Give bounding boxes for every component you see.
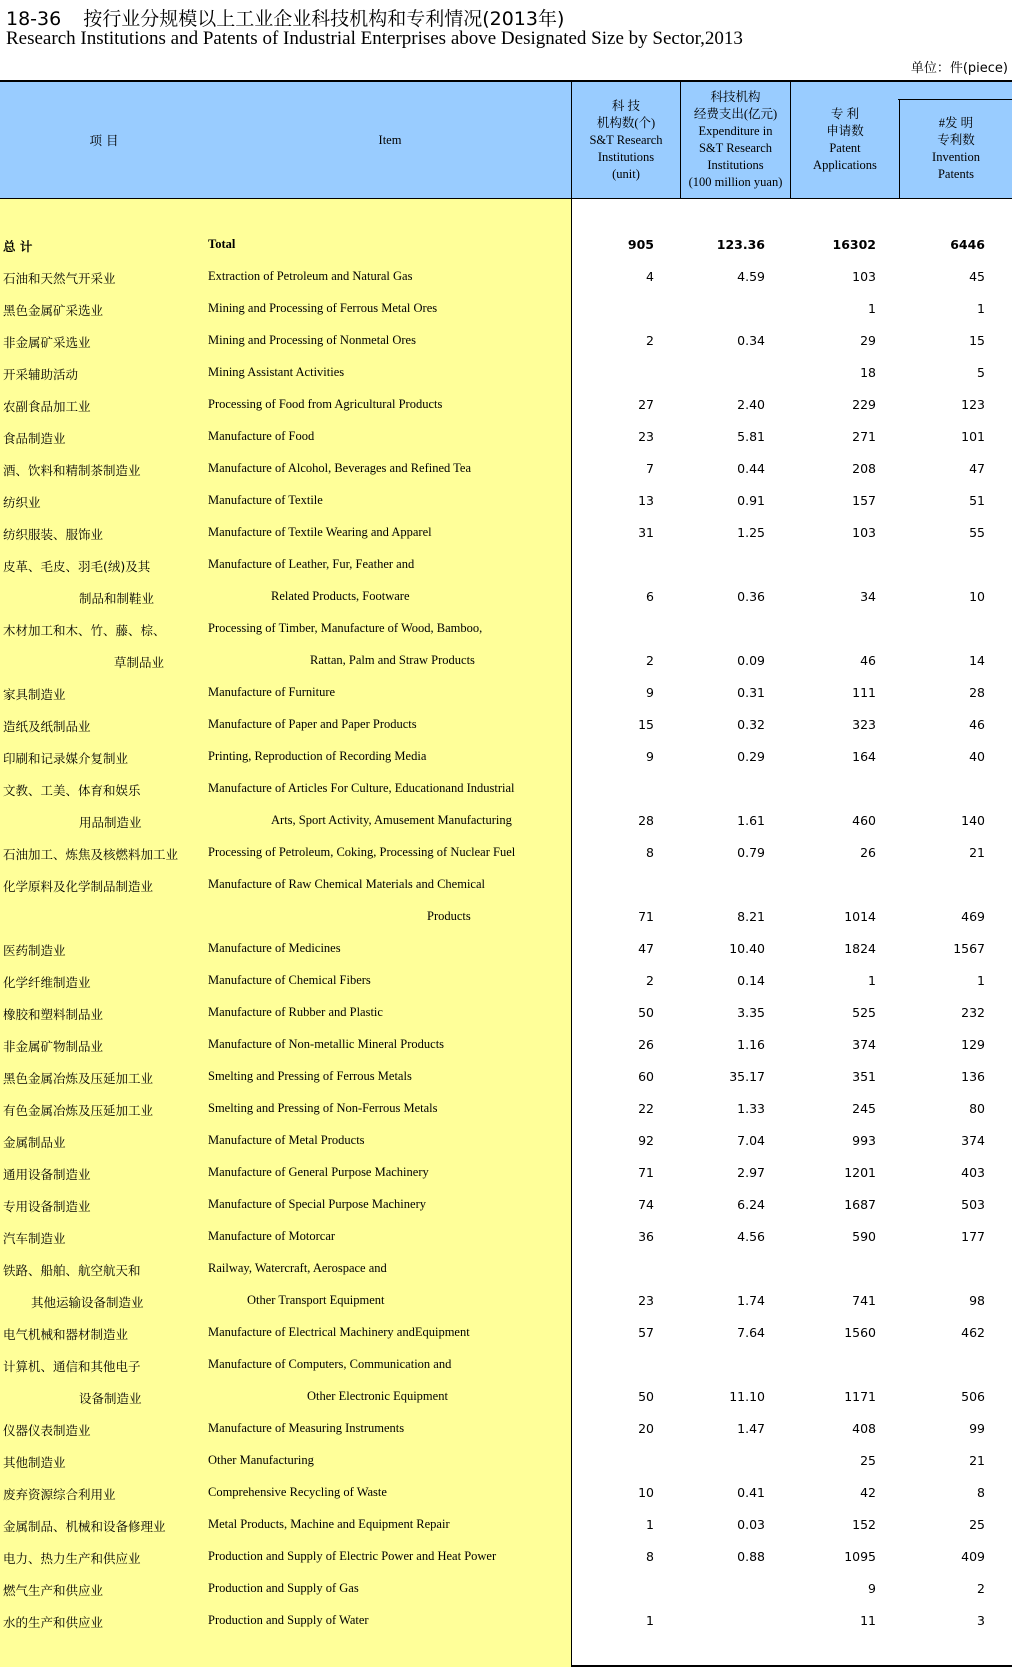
cell-expenditure: 3.35: [737, 1005, 765, 1020]
cell-institutions: 50: [638, 1389, 654, 1404]
row-name-cn: 通用设备制造业: [3, 1167, 91, 1182]
row-name-en: Manufacture of Food: [208, 429, 315, 443]
cell-institutions: 8: [646, 845, 654, 860]
row-name-cn: 废弃资源综合利用业: [3, 1487, 116, 1502]
table-row: [0, 260, 1012, 292]
cell-institutions: 1: [646, 1517, 654, 1532]
cell-expenditure: 0.79: [737, 845, 765, 860]
row-name-cn: 总 计: [3, 239, 33, 254]
row-name-cn: 铁路、船舶、航空航天和: [3, 1263, 141, 1278]
cell-invention-patents: 469: [961, 909, 985, 924]
row-name-cn: 皮革、毛皮、羽毛(绒)及其: [3, 559, 151, 574]
row-name-cn: 医药制造业: [3, 943, 66, 958]
table-row-total: [0, 228, 1012, 260]
cell-expenditure: 11.10: [729, 1389, 765, 1404]
table-row: [0, 868, 1012, 900]
cell-invention-patents: 1567: [953, 941, 985, 956]
cell-institutions: 1: [646, 1613, 654, 1628]
table-row: [0, 900, 1012, 932]
row-name-en: Related Products, Footware: [271, 589, 410, 603]
header-bottom-rule: [0, 198, 1012, 199]
cell-institutions: 71: [638, 909, 654, 924]
cell-expenditure: 0.32: [737, 717, 765, 732]
row-name-en: Manufacture of Alcohol, Beverages and Refined Tea: [208, 461, 472, 475]
row-name-cn: 其他运输设备制造业: [31, 1295, 144, 1310]
cell-patent-applications: 351: [852, 1069, 876, 1084]
row-name-en: Manufacture of General Purpose Machinery: [208, 1165, 429, 1179]
row-name-cn: 开采辅助活动: [3, 367, 79, 382]
table-row: [0, 1316, 1012, 1348]
cell-invention-patents: 374: [961, 1133, 985, 1148]
cell-invention-patents: 129: [961, 1037, 985, 1052]
row-name-en: Smelting and Pressing of Non-Ferrous Metals: [208, 1101, 438, 1115]
row-name-en: Other Electronic Equipment: [307, 1389, 448, 1403]
header-item-cn: 项 目: [89, 132, 119, 148]
row-name-cn: 酒、饮料和精制茶制造业: [3, 463, 141, 478]
cell-institutions: 23: [638, 1293, 654, 1308]
cell-institutions: 10: [638, 1485, 654, 1500]
cell-invention-patents: 3: [977, 1613, 985, 1628]
cell-patent-applications: 1014: [844, 909, 876, 924]
cell-institutions: 20: [638, 1421, 654, 1436]
cell-invention-patents: 506: [961, 1389, 985, 1404]
row-name-cn: 草制品业: [114, 655, 165, 670]
table-row: [0, 324, 1012, 356]
cell-invention-patents: 80: [969, 1101, 985, 1116]
row-name-en: Total: [208, 237, 236, 251]
cell-institutions: 92: [638, 1133, 654, 1148]
header-institutions: 科 技 机构数(个) S&T Research Institutions (unit): [589, 98, 663, 181]
row-name-en: Mining Assistant Activities: [208, 365, 345, 379]
row-name-cn: 石油和天然气开采业: [3, 271, 116, 286]
cell-institutions: 26: [638, 1037, 654, 1052]
cell-institutions: 27: [638, 397, 654, 412]
cell-expenditure: 0.44: [737, 461, 765, 476]
table-row: [0, 1092, 1012, 1124]
cell-institutions: 13: [638, 493, 654, 508]
table-row: [0, 1156, 1012, 1188]
cell-patent-applications: 1824: [844, 941, 876, 956]
table-row: [0, 1252, 1012, 1284]
row-name-cn: 其他制造业: [3, 1455, 66, 1470]
cell-expenditure: 1.25: [737, 525, 765, 540]
cell-patent-applications: 29: [860, 333, 876, 348]
row-name-cn: 燃气生产和供应业: [3, 1583, 104, 1598]
cell-institutions: 50: [638, 1005, 654, 1020]
cell-expenditure: 5.81: [737, 429, 765, 444]
cell-patent-applications: 590: [852, 1229, 876, 1244]
header-item-en: Item: [378, 132, 402, 147]
row-name-cn: 造纸及纸制品业: [3, 719, 91, 734]
header-patent-applications: 专 利 申请数 Patent Applications: [813, 107, 877, 172]
table-row: [0, 1444, 1012, 1476]
header-invention-patents: #发 明 专利数 Invention Patents: [932, 115, 980, 181]
cell-institutions: 9: [646, 685, 654, 700]
cell-institutions: 6: [646, 589, 654, 604]
cell-patent-applications: 103: [852, 525, 876, 540]
row-name-en: Manufacture of Textile: [208, 493, 323, 507]
row-name-en: Production and Supply of Electric Power and Heat Power: [208, 1549, 497, 1563]
row-name-cn: 木材加工和木、竹、藤、棕、: [3, 623, 166, 638]
table-row: [0, 1028, 1012, 1060]
table-row: [0, 484, 1012, 516]
cell-institutions: 8: [646, 1549, 654, 1564]
cell-patent-applications: 16302: [832, 237, 876, 252]
table-row: [0, 676, 1012, 708]
cell-patent-applications: 157: [852, 493, 876, 508]
cell-invention-patents: 99: [969, 1421, 985, 1436]
cell-patent-applications: 1: [868, 973, 876, 988]
row-name-en: Manufacture of Medicines: [208, 941, 341, 955]
table-row: [0, 1508, 1012, 1540]
cell-expenditure: 4.59: [737, 269, 765, 284]
cell-invention-patents: 6446: [950, 237, 985, 252]
row-name-en: Rattan, Palm and Straw Products: [310, 653, 475, 667]
cell-institutions: 2: [646, 653, 654, 668]
row-name-cn: 食品制造业: [3, 431, 66, 446]
row-name-cn: 纺织业: [3, 495, 41, 510]
table-row: [0, 1412, 1012, 1444]
cell-expenditure: 2.40: [737, 397, 765, 412]
cell-patent-applications: 1560: [844, 1325, 876, 1340]
cell-invention-patents: 28: [969, 685, 985, 700]
table-row: [0, 1188, 1012, 1220]
table-row: [0, 1572, 1012, 1604]
cell-patent-applications: 245: [852, 1101, 876, 1116]
cell-invention-patents: 45: [969, 269, 985, 284]
row-name-cn: 纺织服装、服饰业: [3, 527, 104, 542]
table-row: [0, 1284, 1012, 1316]
table-row: [0, 452, 1012, 484]
row-name-cn: 黑色金属冶炼及压延加工业: [3, 1071, 154, 1086]
cell-invention-patents: 5: [977, 365, 985, 380]
cell-patent-applications: 208: [852, 461, 876, 476]
cell-invention-patents: 25: [969, 1517, 985, 1532]
row-name-en: Manufacture of Non-metallic Mineral Products: [208, 1037, 445, 1051]
row-name-cn: 黑色金属矿采选业: [3, 303, 104, 318]
row-name-cn: 非金属矿采选业: [3, 335, 91, 350]
row-name-cn: 化学原料及化学制品制造业: [3, 879, 154, 894]
cell-expenditure: 0.09: [737, 653, 765, 668]
cell-expenditure: 8.21: [737, 909, 765, 924]
row-name-en: Products: [427, 909, 471, 923]
cell-patent-applications: 111: [852, 685, 876, 700]
cell-invention-patents: 14: [969, 653, 985, 668]
cell-invention-patents: 503: [961, 1197, 985, 1212]
row-name-cn: 水的生产和供应业: [3, 1615, 104, 1630]
cell-patent-applications: 271: [852, 429, 876, 444]
cell-invention-patents: 47: [969, 461, 985, 476]
cell-expenditure: 0.88: [737, 1549, 765, 1564]
row-name-cn: 橡胶和塑料制品业: [3, 1007, 104, 1022]
cell-patent-applications: 34: [860, 589, 876, 604]
cell-institutions: 15: [638, 717, 654, 732]
table-row: [0, 964, 1012, 996]
cell-expenditure: 7.04: [737, 1133, 765, 1148]
cell-expenditure: 123.36: [716, 237, 765, 252]
row-name-cn: 汽车制造业: [3, 1231, 66, 1246]
cell-expenditure: 35.17: [729, 1069, 765, 1084]
row-name-en: Manufacture of Paper and Paper Products: [208, 717, 417, 731]
cell-invention-patents: 232: [961, 1005, 985, 1020]
cell-invention-patents: 136: [961, 1069, 985, 1084]
row-name-en: Manufacture of Raw Chemical Materials and Chemical: [208, 877, 485, 891]
row-name-en: Processing of Timber, Manufacture of Wood, Bamboo,: [208, 621, 483, 635]
row-name-en: Railway, Watercraft, Aerospace and: [208, 1261, 387, 1275]
table-row: [0, 1220, 1012, 1252]
cell-institutions: 57: [638, 1325, 654, 1340]
cell-patent-applications: 993: [852, 1133, 876, 1148]
cell-patent-applications: 1687: [844, 1197, 876, 1212]
cell-patent-applications: 525: [852, 1005, 876, 1020]
cell-institutions: 47: [638, 941, 654, 956]
cell-patent-applications: 741: [852, 1293, 876, 1308]
cell-invention-patents: 98: [969, 1293, 985, 1308]
table-body: [0, 228, 1012, 1636]
table-row: [0, 1476, 1012, 1508]
cell-patent-applications: 164: [852, 749, 876, 764]
cell-invention-patents: 2: [977, 1581, 985, 1596]
row-name-cn: 有色金属冶炼及压延加工业: [3, 1103, 154, 1118]
cell-expenditure: 1.74: [737, 1293, 765, 1308]
table-row: [0, 356, 1012, 388]
table-row: [0, 516, 1012, 548]
cell-expenditure: 2.97: [737, 1165, 765, 1180]
cell-institutions: 4: [646, 269, 654, 284]
table-row: [0, 1124, 1012, 1156]
table-row: [0, 292, 1012, 324]
table-number: 18-36: [6, 8, 62, 30]
row-name-en: Smelting and Pressing of Ferrous Metals: [208, 1069, 412, 1083]
row-name-en: Manufacture of Motorcar: [208, 1229, 336, 1243]
cell-institutions: 7: [646, 461, 654, 476]
row-name-en: Mining and Processing of Nonmetal Ores: [208, 333, 416, 347]
cell-institutions: 28: [638, 813, 654, 828]
cell-institutions: 9: [646, 749, 654, 764]
table-row: [0, 388, 1012, 420]
table-row: [0, 1380, 1012, 1412]
cell-invention-patents: 10: [969, 589, 985, 604]
row-name-en: Comprehensive Recycling of Waste: [208, 1485, 387, 1499]
cell-patent-applications: 408: [852, 1421, 876, 1436]
row-name-cn: 专用设备制造业: [3, 1199, 91, 1214]
cell-expenditure: 4.56: [737, 1229, 765, 1244]
table-row: [0, 772, 1012, 804]
cell-invention-patents: 1: [977, 301, 985, 316]
table-row: [0, 644, 1012, 676]
cell-invention-patents: 46: [969, 717, 985, 732]
row-name-cn: 金属制品业: [3, 1135, 66, 1150]
cell-patent-applications: 1: [868, 301, 876, 316]
cell-invention-patents: 140: [961, 813, 985, 828]
row-name-cn: 非金属矿物制品业: [3, 1039, 104, 1054]
table-title-cn-text: 按行业分规模以上工业企业科技机构和专利情况(2013年): [83, 8, 565, 30]
cell-patent-applications: 11: [860, 1613, 876, 1628]
row-name-en: Manufacture of Furniture: [208, 685, 336, 699]
cell-patent-applications: 42: [860, 1485, 876, 1500]
row-name-cn: 电气机械和器材制造业: [3, 1327, 129, 1342]
table-row: [0, 708, 1012, 740]
row-name-en: Other Transport Equipment: [247, 1293, 385, 1307]
cell-expenditure: 1.61: [737, 813, 765, 828]
table-row: [0, 996, 1012, 1028]
cell-invention-patents: 15: [969, 333, 985, 348]
cell-expenditure: 6.24: [737, 1197, 765, 1212]
row-name-en: Extraction of Petroleum and Natural Gas: [208, 269, 413, 283]
cell-invention-patents: 123: [961, 397, 985, 412]
cell-expenditure: 0.14: [737, 973, 765, 988]
cell-patent-applications: 152: [852, 1517, 876, 1532]
row-name-en: Manufacture of Chemical Fibers: [208, 973, 371, 987]
cell-institutions: 2: [646, 973, 654, 988]
cell-patent-applications: 103: [852, 269, 876, 284]
table-row: [0, 548, 1012, 580]
cell-institutions: 60: [638, 1069, 654, 1084]
row-name-en: Metal Products, Machine and Equipment Repair: [208, 1517, 450, 1531]
cell-invention-patents: 462: [961, 1325, 985, 1340]
table-row: [0, 580, 1012, 612]
cell-invention-patents: 40: [969, 749, 985, 764]
row-name-en: Production and Supply of Gas: [208, 1581, 359, 1595]
header-expenditure: 科技机构 经费支出(亿元) Expenditure in S&T Research Institutions (100 million yuan): [688, 90, 783, 189]
cell-patent-applications: 229: [852, 397, 876, 412]
cell-patent-applications: 18: [860, 365, 876, 380]
cell-invention-patents: 101: [961, 429, 985, 444]
cell-invention-patents: 177: [961, 1229, 985, 1244]
cell-institutions: 23: [638, 429, 654, 444]
cell-patent-applications: 1201: [844, 1165, 876, 1180]
cell-expenditure: 0.36: [737, 589, 765, 604]
row-name-cn: 用品制造业: [79, 815, 142, 830]
table-row: [0, 740, 1012, 772]
data-table: [0, 80, 1012, 1667]
row-name-cn: 农副食品加工业: [3, 399, 91, 414]
row-name-cn: 设备制造业: [79, 1391, 142, 1406]
cell-patent-applications: 9: [868, 1581, 876, 1596]
row-name-cn: 家具制造业: [3, 687, 66, 702]
cell-invention-patents: 409: [961, 1549, 985, 1564]
cell-expenditure: 0.03: [737, 1517, 765, 1532]
cell-expenditure: 1.33: [737, 1101, 765, 1116]
row-name-cn: 制品和制鞋业: [79, 591, 155, 606]
cell-patent-applications: 46: [860, 653, 876, 668]
row-name-en: Manufacture of Articles For Culture, Educationand Industrial: [208, 781, 515, 795]
cell-expenditure: 0.91: [737, 493, 765, 508]
cell-invention-patents: 1: [977, 973, 985, 988]
row-name-cn: 金属制品、机械和设备修理业: [3, 1519, 166, 1534]
row-name-cn: 印刷和记录媒介复制业: [3, 751, 129, 766]
row-name-cn: 仪器仪表制造业: [3, 1423, 91, 1438]
table-title-en: Research Institutions and Patents of Industrial Enterprises above Designated Size by Sector,2013: [6, 28, 743, 49]
table-row: [0, 420, 1012, 452]
cell-expenditure: 0.29: [737, 749, 765, 764]
row-name-cn: 电力、热力生产和供应业: [3, 1551, 141, 1566]
cell-invention-patents: 8: [977, 1485, 985, 1500]
row-name-en: Manufacture of Computers, Communication and: [208, 1357, 452, 1371]
row-name-cn: 石油加工、炼焦及核燃料加工业: [3, 847, 179, 862]
row-name-en: Other Manufacturing: [208, 1453, 314, 1467]
row-name-en: Manufacture of Textile Wearing and Apparel: [208, 525, 432, 539]
cell-expenditure: 0.41: [737, 1485, 765, 1500]
cell-institutions: 31: [638, 525, 654, 540]
cell-institutions: 905: [627, 237, 654, 252]
cell-institutions: 22: [638, 1101, 654, 1116]
unit-label: 单位：件(piece): [910, 61, 1008, 76]
cell-patent-applications: 323: [852, 717, 876, 732]
table-row: [0, 1540, 1012, 1572]
cell-expenditure: 7.64: [737, 1325, 765, 1340]
cell-patent-applications: 1095: [844, 1549, 876, 1564]
cell-institutions: 2: [646, 333, 654, 348]
row-name-en: Processing of Petroleum, Coking, Processing of Nuclear Fuel: [208, 845, 516, 859]
cell-expenditure: 0.31: [737, 685, 765, 700]
cell-patent-applications: 25: [860, 1453, 876, 1468]
row-name-en: Manufacture of Measuring Instruments: [208, 1421, 405, 1435]
row-name-en: Manufacture of Electrical Machinery andEquipment: [208, 1325, 470, 1339]
cell-expenditure: 1.47: [737, 1421, 765, 1436]
cell-invention-patents: 51: [969, 493, 985, 508]
cell-patent-applications: 460: [852, 813, 876, 828]
table-title-cn: [6, 4, 564, 31]
row-name-en: Printing, Reproduction of Recording Media: [208, 749, 427, 763]
row-name-en: Manufacture of Special Purpose Machinery: [208, 1197, 426, 1211]
cell-invention-patents: 21: [969, 1453, 985, 1468]
cell-institutions: 71: [638, 1165, 654, 1180]
row-name-en: Production and Supply of Water: [208, 1613, 369, 1627]
row-name-en: Manufacture of Rubber and Plastic: [208, 1005, 383, 1019]
row-name-cn: 计算机、通信和其他电子: [3, 1359, 141, 1374]
cell-institutions: 36: [638, 1229, 654, 1244]
row-name-en: Manufacture of Metal Products: [208, 1133, 365, 1147]
row-name-en: Arts, Sport Activity, Amusement Manufacturing: [271, 813, 512, 827]
cell-patent-applications: 26: [860, 845, 876, 860]
row-name-cn: 化学纤维制造业: [3, 975, 91, 990]
cell-invention-patents: 55: [969, 525, 985, 540]
table-row: [0, 1348, 1012, 1380]
cell-patent-applications: 374: [852, 1037, 876, 1052]
table-row: [0, 836, 1012, 868]
row-name-cn: 文教、工美、体育和娱乐: [3, 783, 141, 798]
table-row: [0, 1060, 1012, 1092]
cell-patent-applications: 1171: [844, 1389, 876, 1404]
row-name-en: Processing of Food from Agricultural Products: [208, 397, 443, 411]
table-row: [0, 804, 1012, 836]
table-row: [0, 1604, 1012, 1636]
row-name-en: Mining and Processing of Ferrous Metal Ores: [208, 301, 438, 315]
table-row: [0, 612, 1012, 644]
cell-institutions: 74: [638, 1197, 654, 1212]
cell-invention-patents: 21: [969, 845, 985, 860]
cell-invention-patents: 403: [961, 1165, 985, 1180]
cell-expenditure: 1.16: [737, 1037, 765, 1052]
table-row: [0, 932, 1012, 964]
cell-expenditure: 0.34: [737, 333, 765, 348]
row-name-en: Manufacture of Leather, Fur, Feather and: [208, 557, 415, 571]
cell-expenditure: 10.40: [729, 941, 765, 956]
